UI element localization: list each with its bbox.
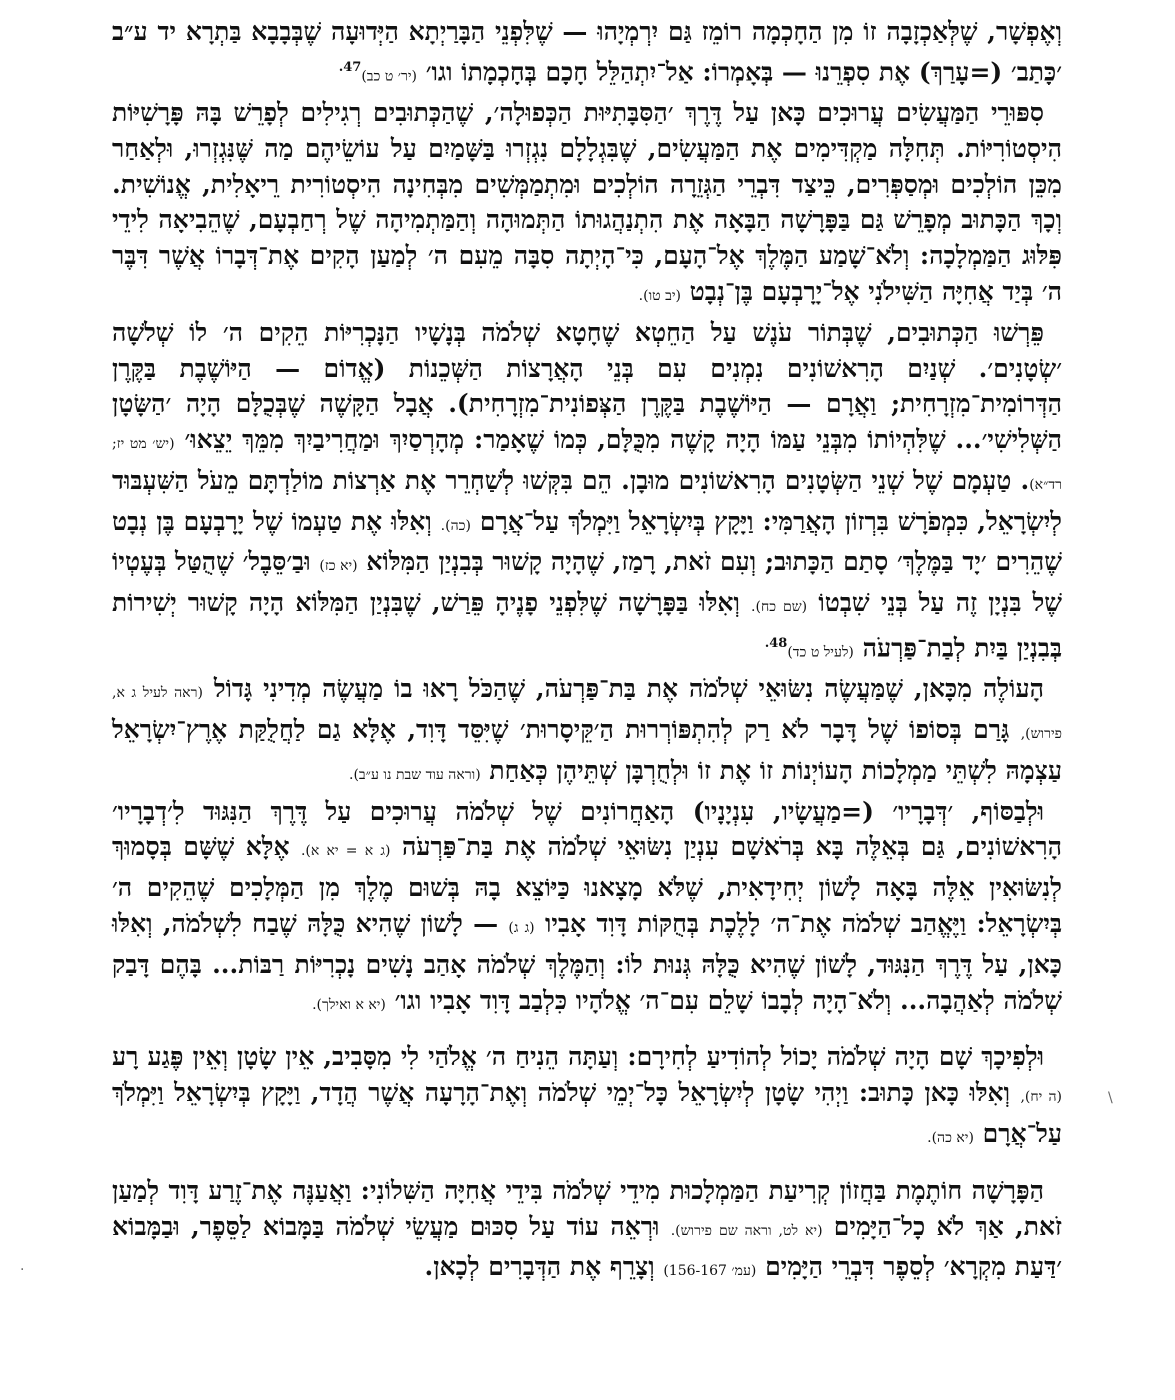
- paragraph-7: [112, 1173, 1062, 1290]
- verse-reference: (עמ׳ 156-167): [663, 1263, 757, 1280]
- paragraph-text: וְאִלּוּ בַּפָּרָשָׁה שֶׁלִּפְנֵי פָנֶיהָ פֵּרַשׁ, שֶׁבִּנְיַן הַמִּלּוֹא הָיָה קָשׁוּר יְשִׁירוֹת בְּבִנְיַן בַּיִת לְבַת־פַּרְעֹה: [112, 588, 1062, 663]
- paragraph-3: [112, 315, 1062, 672]
- verse-reference: (יא לט, וראה שם פירוש).: [670, 1222, 823, 1239]
- verse-reference: (לעיל ט כד): [787, 644, 854, 661]
- verse-reference: (יא כז): [319, 558, 358, 575]
- paragraph-1: [112, 14, 1062, 95]
- verse-reference: (ג ג): [508, 919, 535, 936]
- paragraph-text: סִפּוּרֵי הַמַּעֲשִׂים עֲרוּכִים כָּאן עַל דֶּרֶךְ ׳הַסִּבָּתִיּוּת הַכְּפוּלָה׳, שֶׁהַכְּתוּבִים רְגִילִים לְפָרֵשׁ בָּהּ פָּרָשִׁיּוֹת הִיסְטוֹרִיּוֹת. תְּחִלָּה מַקְדִּימִים אֶת הַמַּעֲשִׂים, שֶׁבִּגְלָלָם נִגְזְרוּ בַּשָּׁמַיִם עַל עוֹשֵׂיהֶם מַה שֶּׁנִּגְזְרוּ, וּלְאַחַר מִכֵּן הוֹלְכִים וּמְסַפְּרִים, כֵּיצַד דִּבְרֵי הַגְּזֵרָה הוֹלְכִים וּמִתְמַמְּשִׁים מִבְּחִינָה הִיסְטוֹרִית רֵיאָלִית, אֱנוֹשִׁית. וְכָךְ הַכָּתוּב מְפָרֵשׁ גַּם בַּפָּרָשָׁה הַבָּאָה אֶת הִתְנַהֲגוּתוֹ הַתְּמוּהָה וְהַמַּתְמִיהָה שֶׁל רְחַבְעָם, שֶׁהֵבִיאָה לִידֵי פִּלּוּג הַמַּמְלָכָה: וְלֹא־שָׁמַע הַמֶּלֶךְ אֶל־הָעָם, כִּי־הָיְתָה סִבָּה מֵעִם ה׳ לְמַעַן הָקִים אֶת־דְּבָרוֹ אֲשֶׁר דִּבֶּר ה׳ בְּיַד אֲחִיָּה הַשִּׁילֹנִי אֶל־יָרָבְעָם בֶּן־נְבָט: [112, 97, 1063, 306]
- paragraph-text: וּרְאֵה עוֹד עַל סִכּוּם מַעֲשֵׂי שְׁלֹמֹה בַּמָּבוֹא לַסֵּפֶר, וּבַמָּבוֹא ׳דַּעַת מִקְרָא׳ לְסֵפֶר דִּבְרֵי הַיָּמִים: [112, 1211, 1062, 1282]
- paragraph-text: אֶלָּא שֶׁשָּׁם בְּסָמוּךְ לְנִשּׂוּאִין אֵלֶּה בָּאָה לָשׁוֹן יְחִידָאִית, שֶׁלֹּא מָצָאנוּ כַּיּוֹצֵא בָהּ בְּשׁוּם מֶלֶךְ מִן הַמְּלָכִים שֶׁהֵקִים ה׳ בְּיִשְׂרָאֵל: וַיֶּאֱהַב שְׁלֹמֹה אֶת־ה׳ לָלֶכֶת בְּחֻקּוֹת דָּוִד אָבִיו: [112, 832, 1062, 938]
- verse-reference: (יב טו).: [638, 287, 681, 304]
- paragraph-text: — לָשׁוֹן שֶׁהִיא כֻּלָּהּ שֶׁבַח לִשְׁלֹמֹה, וְאִלּוּ כָּאן, עַל דֶּרֶךְ הַנִּגּוּד, לָשׁוֹן שֶׁהִיא כֻּלָּהּ גְּנוּת לוֹ: וְהַמֶּלֶךְ שְׁלֹמֹה אָהַב נָשִׁים נָכְרִיּוֹת רַבּוֹת... בָּהֶם דָּבַק שְׁלֹמֹה לְאַהֲבָה... וְלֹא־הָיָה לְבָבוֹ שָׁלֵם עִם־ה׳ אֱלֹהָיו כִּלְבַב דָּוִד אָבִיו וגו׳: [112, 908, 1062, 1015]
- verse-reference: (יש׳ מט יז; רד״א): [112, 436, 1062, 493]
- scan-dot: ·: [20, 1262, 25, 1278]
- paragraph-2: [112, 95, 1062, 315]
- paragraph-text: וּלְפִיכָךְ שָׁם הָיָה שְׁלֹמֹה יָכוֹל לְהוֹדִיעַ לְחִירָם: וְעַתָּה הֵנִיחַ ה׳ אֱלֹהַי לִי מִסָּבִיב, אֵין שָׂטָן וְאֵין פֶּגַע רָע: [112, 1042, 1044, 1072]
- paragraph-text: הָעוֹלֶה מִכָּאן, שֶׁמַּעֲשֶׂה נִשּׂוּאֵי שְׁלֹמֹה אֶת בַּת־פַּרְעֹה, שֶׁהַכֹּל רָאוּ בוֹ מַעֲשֶׂה מְדִינִי גָּדוֹל: [213, 674, 1044, 704]
- paragraph-text: וְצָרֵף אֶת הַדְּבָרִים לְכָאן.: [424, 1252, 664, 1282]
- verse-reference: (כה).: [440, 517, 471, 534]
- paragraph-text: וּבַ׳סֵּבֶל׳ שֶׁהֻטַּל בְּעֶטְיוֹ שֶׁל בִּנְיָן זֶה עַל בְּנֵי שִׁבְטוֹ: [112, 547, 1062, 618]
- paragraph-6: [112, 1039, 1062, 1156]
- verse-reference: (ה יח),: [1020, 1089, 1062, 1106]
- verse-reference: (יא כה).: [927, 1129, 974, 1146]
- verse-reference: (ראה לעיל ג א, פירוש),: [112, 685, 1062, 742]
- footnote-marker: 47.: [338, 59, 362, 75]
- paragraph-text: וְאִלּוּ אֶת טַעְמוֹ שֶׁל יָרָבְעָם בֶּן נְבָט שֶׁהֵרִים ׳יָד בַּמֶּלֶךְ׳ סָתַם הַכָּתוּב; וְעִם זֹאת, רָמַז, שֶׁהָיָה קָשׁוּר בְּבִנְיַן הַמִּלּוֹא: [112, 506, 1062, 577]
- scan-mark: \: [1108, 1090, 1113, 1106]
- paragraph-text: וּלְבַסּוֹף, ׳דְּבָרָיו׳ (=מַעֲשָׂיו, עִנְיָנָיו) הָאַחֲרוֹנִים שֶׁל שְׁלֹמֹה עֲרוּכִים עַל דֶּרֶךְ הַנִּגּוּד לִ׳דְבָרָיו׳ הָרִאשׁוֹנִים, גַּם בְּאֵלֶּה בָּא בְּרֹאשָׁם עִנְיַן נִשּׂוּאֵי שְׁלֹמֹה אֶת בַּת־פַּרְעֹה: [112, 796, 1062, 862]
- verse-reference: (שם כח).: [751, 599, 808, 616]
- verse-reference: (וראה עוד שבת נו ע״ב).: [349, 766, 481, 783]
- paragraph-5: [112, 794, 1062, 1024]
- paragraph-text: וְאֶפְשָׁר, שֶׁלְּאַכְזָבָה זוֹ מִן הַחָכְמָה רוֹמֵז גַּם יִרְמְיָהוּ — שֶׁלִּפְנֵי הַבָּרַיְתָא הַיְּדוּעָה שֶׁבְּבָבָא בַּתְרָא יד ע״ב ׳כָּתַב׳ (=עָרַךְ) אֶת סִפְרֵנוּ — בְּאָמְרוֹ: אַל־יִתְהַלֵּל חָכָם בְּחָכְמָתוֹ וגו׳: [112, 17, 1062, 87]
- paragraph-text: פֵּרְשׁוּ הַכְּתוּבִים, שֶׁבְּתוֹר עֹנֶשׁ עַל הַחֵטְא שֶׁחָטָא שְׁלֹמֹה בְּנָשָׁיו הַנָּכְרִיּוֹת הֵקִים ה׳ לוֹ שְׁלֹשָׁה ׳שְׂטָנִים׳. שְׁנַיִם הָרִאשׁוֹנִים נִמְנִים עִם בְּנֵי הָאֲרָצוֹת הַשְּׁכֵנוֹת (אֱדוֹם — הַיּוֹשֶׁבֶת בַּקֶּרֶן הַדְּרוֹמִית־מִזְרָחִית; וַאֲרָם — הַיּוֹשֶׁבֶת בַּקֶּרֶן הַצְּפוֹנִית־מִזְרָחִית). אֲבָל הַקָּשֶׁה שֶׁבְּכֻלָּם הָיָה ׳הַשָּׂטָן הַשְּׁלִישִׁי׳... שֶׁלִּהְיוֹתוֹ מִבְּנֵי עַמּוֹ הָיָה קָשֶׁה מִכֻּלָּם, כְּמוֹ שֶׁאָמַר: מְהָרְסַיִךְ וּמַחֲרִיבַיִךְ מִמֵּךְ יֵצֵאוּ׳: [112, 317, 1062, 455]
- paragraph-4: [112, 671, 1062, 793]
- document-page: [112, 14, 1062, 1389]
- verse-reference: (יר׳ ט כב): [361, 68, 417, 85]
- paragraph-text: וְאִלּוּ כָּאן כָּתוּב: וַיְהִי שָׂטָן לְיִשְׂרָאֵל כָּל־יְמֵי שְׁלֹמֹה וְאֶת־הָרָעָה אֲשֶׁר הֲדָד, וַיָּקָץ בְּיִשְׂרָאֵל וַיִּמְלֹךְ עַל־אֲרָם: [112, 1078, 1062, 1148]
- verse-reference: (ג א = יא א).: [300, 843, 391, 860]
- paragraph-text: הַפָּרָשָׁה חוֹתֶמֶת בַּחֲזוֹן קְרִיעַת הַמַּמְלָכוּת מִידֵי שְׁלֹמֹה בִּידֵי אֲחִיָּה הַשִּׁלוֹנִי: וַאֲעַנֶּה אֶת־זֶרַע דָּוִד לְמַעַן זֹאת, אַךְ לֹא כָל־הַיָּמִים: [112, 1175, 1063, 1241]
- paragraph-text: גָּרַם בְּסוֹפוֹ שֶׁל דָּבָר לֹא רַק לְהִתְפּוֹרְרוּת הַ׳קֵּיסָרוּת׳ שֶׁיִּסֵּד דָּוִד, אֶלָּא גַם לַחֲלֻקַּת אֶרֶץ־יִשְׂרָאֵל עַצְמָהּ לִשְׁתֵּי מַמְלָכוֹת הָעוֹיְנוֹת זוֹ אֶת זוֹ וּלְחֻרְבָּן שְׁתֵּיהֶן כְּאַחַת: [112, 715, 1062, 785]
- paragraph-text: . טַעְמָם שֶׁל שְׁנֵי הַשְּׂטָנִים הָרִאשׁוֹנִים מוּבָן. הֵם בִּקְּשׁוּ לְשַׁחְרֵר אֶת אַרְצוֹת מוֹלַדְתָּם מֵעֹל הַשִּׁעְבּוּד לְיִשְׂרָאֵל, כִּמְפֹרָשׁ בִּרְזוֹן הָאֲרַמִּי: וַיָּקָץ בְּיִשְׂרָאֵל וַיִּמְלֹךְ עַל־אֲרָם: [112, 465, 1062, 536]
- verse-reference: (יא א ואילך).: [312, 996, 386, 1013]
- footnote-marker: 48.: [764, 636, 788, 652]
